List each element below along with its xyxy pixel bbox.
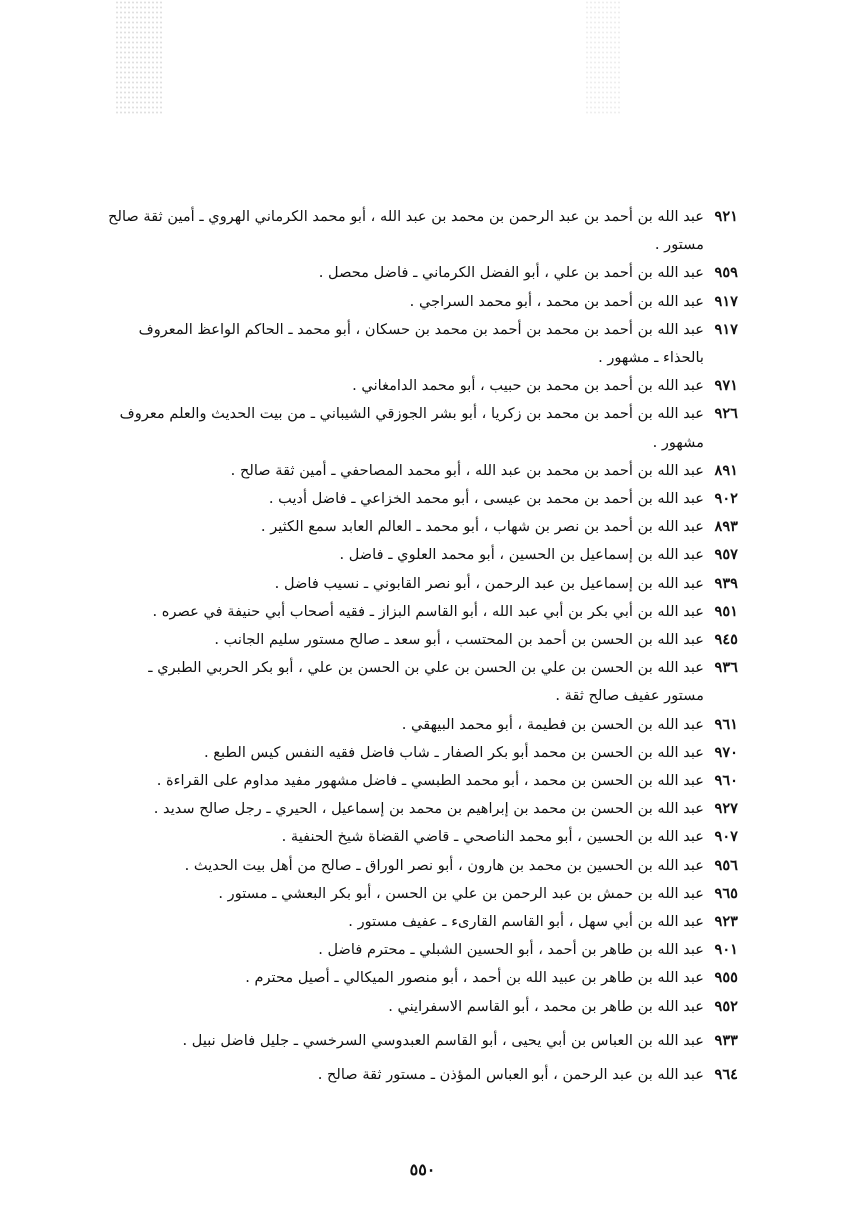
list-item bbox=[108, 823, 738, 851]
entry-text: عبد الله بن الحسن بن فطيمة ، أبو محمد البيهقي . bbox=[401, 715, 704, 733]
entry-number: ٩٣٩ bbox=[714, 574, 738, 592]
list-item bbox=[108, 457, 738, 485]
page-number: ٥٥٠ bbox=[409, 1160, 436, 1179]
entry-text: عبد الله بن طاهر بن عبيد الله بن أحمد ، أبو منصور الميكالي ـ أصيل محترم . bbox=[245, 969, 704, 987]
entry-number: ٨٩٣ bbox=[714, 518, 738, 536]
list-item bbox=[108, 852, 738, 880]
entry-text: عبد الله بن أحمد بن محمد بن زكريا ، أبو بشر الجوزقي الشيباني ـ من بيت الحديث والعلم معروف مشهور . bbox=[119, 405, 704, 451]
list-item bbox=[108, 485, 738, 513]
scan-artifact bbox=[585, 0, 620, 115]
list-item bbox=[108, 964, 738, 992]
entry-text: عبد الله بن الحسن بن محمد بن إبراهيم بن محمد بن إسماعيل ، الحيري ـ رجل صالح سديد . bbox=[153, 800, 704, 818]
entry-number: ٩٢٣ bbox=[714, 913, 738, 931]
entry-text: عبد الله بن الحسن بن علي بن الحسن بن علي بن الحسن بن علي ، أبو بكر الحربي الطبري ـ مستور عفيف صالح ثقة . bbox=[148, 659, 704, 705]
list-item bbox=[108, 316, 738, 372]
scan-artifact bbox=[115, 0, 163, 115]
entry-text: عبد الله بن العباس بن أبي يحيى ، أبو القاسم العبدوسي السرخسي ـ جليل فاضل نبيل . bbox=[182, 1031, 704, 1049]
entry-number: ٩٠٢ bbox=[714, 490, 738, 508]
entry-text: عبد الله بن الحسن بن أحمد بن المحتسب ، أبو سعد ـ صالح مستور سليم الجانب . bbox=[214, 631, 704, 649]
list-item bbox=[108, 1061, 738, 1089]
entry-text: عبد الله بن طاهر بن أحمد ، أبو الحسين الشبلي ـ محترم فاضل . bbox=[318, 941, 704, 959]
entry-number: ٩٥٥ bbox=[714, 969, 738, 987]
list-item bbox=[108, 767, 738, 795]
list-item bbox=[108, 739, 738, 767]
list-item bbox=[108, 400, 738, 456]
entry-text: عبد الله بن الحسين بن محمد بن هارون ، أبو نصر الوراق ـ صالح من أهل بيت الحديث . bbox=[184, 856, 704, 874]
list-item bbox=[108, 203, 738, 259]
list-item bbox=[108, 993, 738, 1021]
entry-number: ٩٢٦ bbox=[714, 405, 738, 423]
entry-number: ٩٥١ bbox=[714, 602, 738, 620]
entry-text: عبد الله بن أبي بكر بن أبي عبد الله ، أبو القاسم البزاز ـ فقيه أصحاب أبي حنيفة في عصره . bbox=[152, 602, 704, 620]
entry-text: عبد الله بن إسماعيل بن عبد الرحمن ، أبو نصر القابوني ـ نسيب فاضل . bbox=[274, 574, 704, 592]
entry-text: عبد الله بن أحمد بن علي ، أبو الفضل الكرماني ـ فاضل محصل . bbox=[318, 264, 704, 282]
list-item bbox=[108, 570, 738, 598]
entry-text: عبد الله بن إسماعيل بن الحسين ، أبو محمد العلوي ـ فاضل . bbox=[339, 546, 704, 564]
entry-number: ٩٦٤ bbox=[714, 1066, 738, 1084]
entry-number: ٩٣٦ bbox=[714, 659, 738, 677]
list-item bbox=[108, 795, 738, 823]
entry-text: عبد الله بن أحمد بن محمد ، أبو محمد السراجي . bbox=[409, 292, 704, 310]
entry-text: عبد الله بن طاهر بن محمد ، أبو القاسم الاسفرايني . bbox=[388, 997, 704, 1015]
list-item bbox=[108, 513, 738, 541]
entry-number: ٩٦١ bbox=[714, 715, 738, 733]
entry-number: ٩٢٧ bbox=[714, 800, 738, 818]
entry-text: عبد الله بن عبد الرحمن ، أبو العباس المؤذن ـ مستور ثقة صالح . bbox=[317, 1066, 704, 1084]
entry-number: ٩٥٦ bbox=[714, 856, 738, 874]
list-item bbox=[108, 598, 738, 626]
entry-number: ٩٧٠ bbox=[714, 743, 738, 761]
entry-number: ٨٩١ bbox=[714, 461, 738, 479]
list-item bbox=[108, 372, 738, 400]
entry-text: عبد الله بن أحمد بن محمد بن أحمد بن محمد بن حسكان ، أبو محمد ـ الحاكم الواعظ المعروف بالحذاء ـ مشهور . bbox=[138, 320, 704, 367]
list-item bbox=[108, 626, 738, 654]
list-item bbox=[108, 288, 738, 316]
entry-text: عبد الله بن أحمد بن محمد بن عبد الله ، أبو محمد المصاحفي ـ أمين ثقة صالح . bbox=[230, 461, 704, 479]
entry-number: ٩١٧ bbox=[714, 320, 738, 338]
list-item bbox=[108, 711, 738, 739]
entry-text: عبد الله بن الحسن بن محمد أبو بكر الصفار ـ شاب فاضل فقيه النفس كيس الطبع . bbox=[203, 743, 704, 761]
list-item bbox=[108, 654, 738, 710]
entry-text: عبد الله بن أبي سهل ، أبو القاسم القارىء ـ عفيف مستور . bbox=[348, 913, 704, 931]
entry-number: ٩٦٥ bbox=[714, 884, 738, 902]
entry-text: عبد الله بن الحسن بن محمد ، أبو محمد الطبسي ـ فاضل مشهور مفيد مداوم على القراءة . bbox=[156, 772, 704, 790]
entry-text: عبد الله بن حمش بن عبد الرحمن بن علي بن الحسن ، أبو بكر البعشي ـ مستور . bbox=[218, 884, 704, 902]
list-item bbox=[108, 936, 738, 964]
entry-number: ٩٥٧ bbox=[714, 546, 738, 564]
list-item bbox=[108, 880, 738, 908]
entry-number: ٩٣٣ bbox=[714, 1031, 738, 1049]
list-item bbox=[108, 1027, 738, 1055]
entry-number: ٩٠١ bbox=[714, 941, 738, 959]
entry-text: عبد الله بن أحمد بن نصر بن شهاب ، أبو محمد ـ العالم العابد سمع الكثير . bbox=[260, 518, 704, 536]
entry-number: ٩٥٩ bbox=[714, 264, 738, 282]
entry-number: ٩١٧ bbox=[714, 292, 738, 310]
entry-number: ٩٧١ bbox=[714, 377, 738, 395]
entry-number: ٩٥٢ bbox=[714, 997, 738, 1015]
entry-list bbox=[108, 203, 738, 1089]
entry-number: ٩٢١ bbox=[714, 208, 738, 225]
list-item bbox=[108, 259, 738, 287]
entry-text: عبد الله بن أحمد بن محمد بن حبيب ، أبو محمد الدامغاني . bbox=[352, 377, 704, 395]
entry-text: عبد الله بن أحمد بن عبد الرحمن بن محمد بن عبد الله ، أبو محمد الكرماني الهروي ـ أمين ثقة صالح مستور . bbox=[108, 208, 704, 254]
entry-number: ٩٦٠ bbox=[714, 772, 738, 790]
entry-text: عبد الله بن الحسين ، أبو محمد الناصحي ـ قاضي القضاة شيخ الحنفية . bbox=[281, 828, 704, 846]
entry-number: ٩٤٥ bbox=[714, 631, 738, 649]
list-item bbox=[108, 908, 738, 936]
list-item bbox=[108, 541, 738, 569]
entry-text: عبد الله بن أحمد بن محمد بن عيسى ، أبو محمد الخزاعي ـ فاضل أديب . bbox=[268, 490, 704, 508]
entry-number: ٩٠٧ bbox=[714, 828, 738, 846]
